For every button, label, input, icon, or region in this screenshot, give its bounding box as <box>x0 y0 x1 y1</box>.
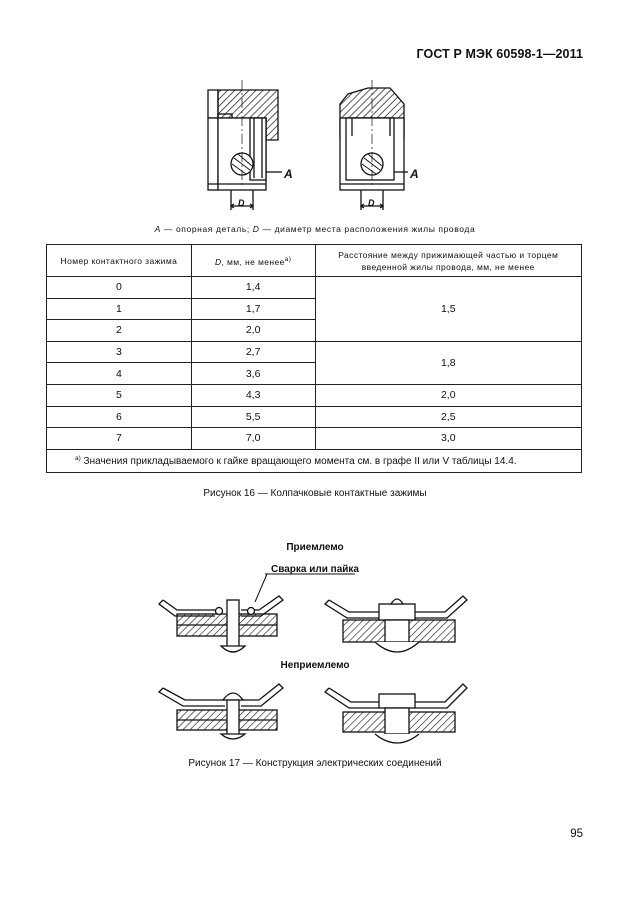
figure16-caption: Рисунок 16 — Колпачковые контактные зажимы <box>203 488 427 499</box>
figure17-drawing <box>155 538 475 748</box>
cell-diameter: 1,4 <box>191 277 315 299</box>
cell-diameter: 2,0 <box>191 320 315 342</box>
footnote-text: Значения прикладываемого к гайке вращающего момента см. в графе II или V таблицы 14.4. <box>80 455 517 467</box>
label-a-left: A <box>284 167 293 181</box>
header-diameter-text: , мм, не менее <box>221 256 285 267</box>
header-diameter-sup: a) <box>284 255 292 263</box>
cell-number: 2 <box>47 320 192 342</box>
legend-d-letter: D <box>252 224 260 234</box>
cell-distance: 2,0 <box>315 384 581 406</box>
legend-a-text: — опорная деталь; <box>160 224 253 234</box>
table-footnote-row <box>47 449 582 472</box>
label-d-right: D <box>368 198 375 208</box>
cell-number: 0 <box>47 277 192 299</box>
cell-number: 7 <box>47 428 192 450</box>
cell-diameter: 4,3 <box>191 384 315 406</box>
document-header: ГОСТ Р МЭК 60598-1—2011 <box>416 47 583 61</box>
figure17-caption: Рисунок 17 — Конструкция электрических соединений <box>188 758 442 769</box>
cell-number: 6 <box>47 406 192 428</box>
footnote-mark: a) <box>75 454 81 462</box>
cell-diameter: 5,5 <box>191 406 315 428</box>
acceptable-label: Приемлемо <box>286 542 344 553</box>
label-a-right: A <box>410 167 419 181</box>
cell-number: 1 <box>47 298 192 320</box>
table-row <box>47 406 582 428</box>
page-number: 95 <box>570 828 583 840</box>
terminal-right <box>340 80 408 210</box>
terminal-table <box>46 244 582 473</box>
header-terminal-number: Номер контактного зажима <box>47 245 192 277</box>
table-row <box>47 341 582 363</box>
unacceptable-joint-right <box>325 684 467 743</box>
figure16-legend <box>0 224 630 234</box>
table-row <box>47 384 582 406</box>
cell-distance: 1,5 <box>315 277 581 342</box>
terminal-left <box>208 80 282 210</box>
cell-distance: 2,5 <box>315 406 581 428</box>
cell-distance: 3,0 <box>315 428 581 450</box>
legend-d-text: — диаметр места расположения жилы провода <box>259 224 476 234</box>
header-diameter <box>191 245 315 277</box>
cell-diameter: 2,7 <box>191 341 315 363</box>
cell-distance: 1,8 <box>315 341 581 384</box>
weld-label: Сварка или пайка <box>271 564 359 575</box>
unacceptable-joint-left <box>159 684 283 739</box>
header-diameter-letter: D <box>214 256 222 267</box>
unacceptable-label: Неприемлемо <box>280 660 350 671</box>
cell-number: 3 <box>47 341 192 363</box>
cell-number: 4 <box>47 363 192 385</box>
header-distance: Расстояние между прижимающей частью и торцем введенной жилы провода, мм, не менее <box>315 245 581 277</box>
table-row <box>47 277 582 299</box>
cell-diameter: 3,6 <box>191 363 315 385</box>
acceptable-joint-left <box>159 596 283 652</box>
table-row <box>47 428 582 450</box>
acceptable-joint-right <box>325 596 467 652</box>
cell-diameter: 7,0 <box>191 428 315 450</box>
table-header-row <box>47 245 582 277</box>
cell-number: 5 <box>47 384 192 406</box>
figure16-drawing <box>190 78 430 218</box>
table-footnote <box>47 449 582 472</box>
label-d-left: D <box>238 198 245 208</box>
cell-diameter: 1,7 <box>191 298 315 320</box>
legend-a-letter: A <box>154 224 161 234</box>
